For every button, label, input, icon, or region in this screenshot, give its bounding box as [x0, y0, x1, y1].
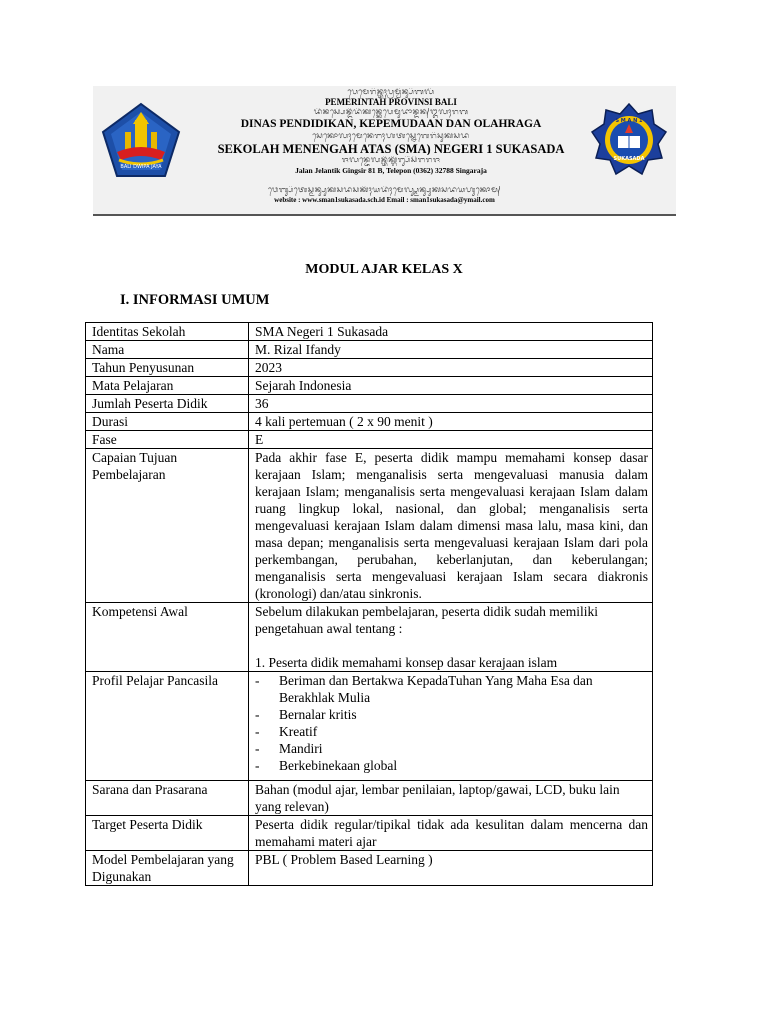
label-model: Model Pembelajaran yang Digunakan	[86, 851, 249, 886]
letterhead-text	[193, 88, 589, 176]
document-title: MODUL AJAR KELAS X	[305, 262, 463, 277]
section-title: I. INFORMASI UMUM	[120, 292, 270, 308]
value-tahun: 2023	[249, 359, 653, 377]
kompetensi-intro: Sebelum dilakukan pembelajaran, peserta didik sudah memiliki pengetahuan awal tentang :	[255, 604, 599, 636]
school-name: SEKOLAH MENENGAH ATAS (SMA) NEGERI 1 SUKASADA	[217, 142, 565, 155]
label-fase: Fase	[86, 431, 249, 449]
balinese-script-school: ᬲᬾᬓᭀᬮᬄᬫᬾᬦᬾᬗᬄᬳᬢᬲ᭄ᬦᬾᬕᬾᬭᬶᬲᬸᬓᬲᬤ	[312, 131, 470, 140]
value-target: Peserta didik regular/tipikal tidak ada kesulitan dalam mencerna dan memahami materi ajar	[249, 816, 653, 851]
table-row	[86, 395, 653, 413]
value-model: PBL ( Problem Based Learning )	[249, 851, 653, 886]
school-address: Jalan Jelantik Gingsir 81 B, Telepon (0362) 32788 Singaraja	[295, 167, 487, 175]
table-row	[86, 672, 653, 781]
table-row	[86, 431, 653, 449]
value-profil	[249, 672, 653, 781]
label-mapel: Mata Pelajaran	[86, 377, 249, 395]
list-item: - Bernalar kritis	[255, 706, 648, 723]
profil-list	[255, 672, 648, 774]
label-nama: Nama	[86, 341, 249, 359]
info-table	[85, 322, 653, 886]
table-row	[86, 377, 653, 395]
value-fase: E	[249, 431, 653, 449]
school-emblem	[590, 102, 668, 178]
left-logo-text: BALI DWIPA JAYA	[120, 164, 162, 170]
table-row	[86, 449, 653, 603]
balinese-script-wide: ᬯᬾᬩ᭄ᬲᬶᬢᬾᬲ᭄ᬫᬦ᭄ᬲᬸᬓᬲᬤᬲᬓᬶᬄᬬᬤᬶᬄᬫᬾᬮ᭄ᬲ᭄ᬫᬦ᭄ᬲᬸᬓᬲᬤᬬᬳᬸᬓᭀᬫ᭄	[267, 186, 502, 194]
table-row	[86, 851, 653, 886]
province-name: PEMERINTAH PROVINSI BALI	[325, 98, 457, 107]
value-jumlah: 36	[249, 395, 653, 413]
label-capaian: Capaian Tujuan Pembelajaran	[86, 449, 249, 603]
value-sarana: Bahan (modul ajar, lembar penilaian, laptop/gawai, LCD, buku lain yang relevan)	[249, 781, 653, 816]
table-row	[86, 781, 653, 816]
letterhead-bottom	[97, 186, 672, 204]
balinese-script-top: ᬧᬾᬫᬾᬭᬶᬦ᭄ᬢᬄᬧ᭄ᬭᬫ᭄ᬯᬶᬦ᭄ᬲᬶᬩᬮᬶ	[347, 88, 435, 96]
list-item: - Beriman dan Bertakwa KepadaTuhan Yang Maha Esa dan Berakhlak Mulia	[255, 672, 648, 706]
value-nama: M. Rizal Ifandy	[249, 341, 653, 359]
label-profil: Profil Pelajar Pancasila	[86, 672, 249, 781]
table-row	[86, 323, 653, 341]
table-row	[86, 413, 653, 431]
balinese-script-address: ᬚᬮᬦ᭄ᬚᬾᬮᬦ᭄ᬢᬶᬓ᭄ᬕᬶᬗ᭄ᬲᬶᬃᬲᬶᬗᬭᬚ	[341, 156, 441, 164]
right-logo-bottom-text: SUKASADA	[613, 156, 645, 162]
label-sarana: Sarana dan Prasarana	[86, 781, 249, 816]
letterhead	[93, 86, 676, 216]
table-row	[86, 341, 653, 359]
label-kompetensi: Kompetensi Awal	[86, 603, 249, 672]
school-website-email: website : www.sman1sukasada.sch.id Email : sman1sukasada@ymail.com	[274, 197, 495, 204]
label-target: Target Peserta Didik	[86, 816, 249, 851]
value-kompetensi	[249, 603, 653, 672]
table-row	[86, 359, 653, 377]
list-item: - Kreatif	[255, 723, 648, 740]
value-capaian: Pada akhir fase E, peserta didik mampu memahami konsep dasar kerajaan Islam; menganalisis serta mengevaluasi manusia dalam kerajaan Islam; menganalisis serta mengevaluasi kerajaan Islam dalam ruang lingkup lokal, nasional, dan global; menganalisis serta mengevaluasi kerajaan Islam dalam dimensi masa lalu, masa kini, dan masa depan; menganalisis serta mengevaluasi kerajaan Islam dari pola perkembangan, perubahan, keberlanjutan, dan keberulangan; menganalisis serta mengevaluasi kerajaan Islam secara diakronis (kronologi) dan/atau sinkronis.	[249, 449, 653, 603]
bali-province-emblem	[101, 102, 181, 178]
right-logo-top-text: S M A N 1	[615, 118, 643, 124]
value-durasi: 4 kali pertemuan ( 2 x 90 menit )	[249, 413, 653, 431]
label-jumlah: Jumlah Peserta Didik	[86, 395, 249, 413]
list-item: - Berkebinekaan global	[255, 757, 648, 774]
table-row	[86, 603, 653, 672]
balinese-script-dinas: ᬤᬶᬦᬲ᭄ᬧᬾᬦ᭄ᬤᬶᬤᬶᬓᬦ᭄ᬓᬾᬧᬾᬫᬸᬤᬵᬦ᭄ᬤᬦ᭄ᬑᬮᬄᬭᬕ	[313, 108, 469, 116]
table-row	[86, 816, 653, 851]
kompetensi-item: 1. Peserta didik memahami konsep dasar kerajaan islam	[255, 655, 558, 670]
value-identitas: SMA Negeri 1 Sukasada	[249, 323, 653, 341]
value-mapel: Sejarah Indonesia	[249, 377, 653, 395]
label-tahun: Tahun Penyusunan	[86, 359, 249, 377]
dinas-name: DINAS PENDIDIKAN, KEPEMUDAAN DAN OLAHRAGA	[240, 119, 542, 130]
list-item: - Mandiri	[255, 740, 648, 757]
label-identitas: Identitas Sekolah	[86, 323, 249, 341]
label-durasi: Durasi	[86, 413, 249, 431]
